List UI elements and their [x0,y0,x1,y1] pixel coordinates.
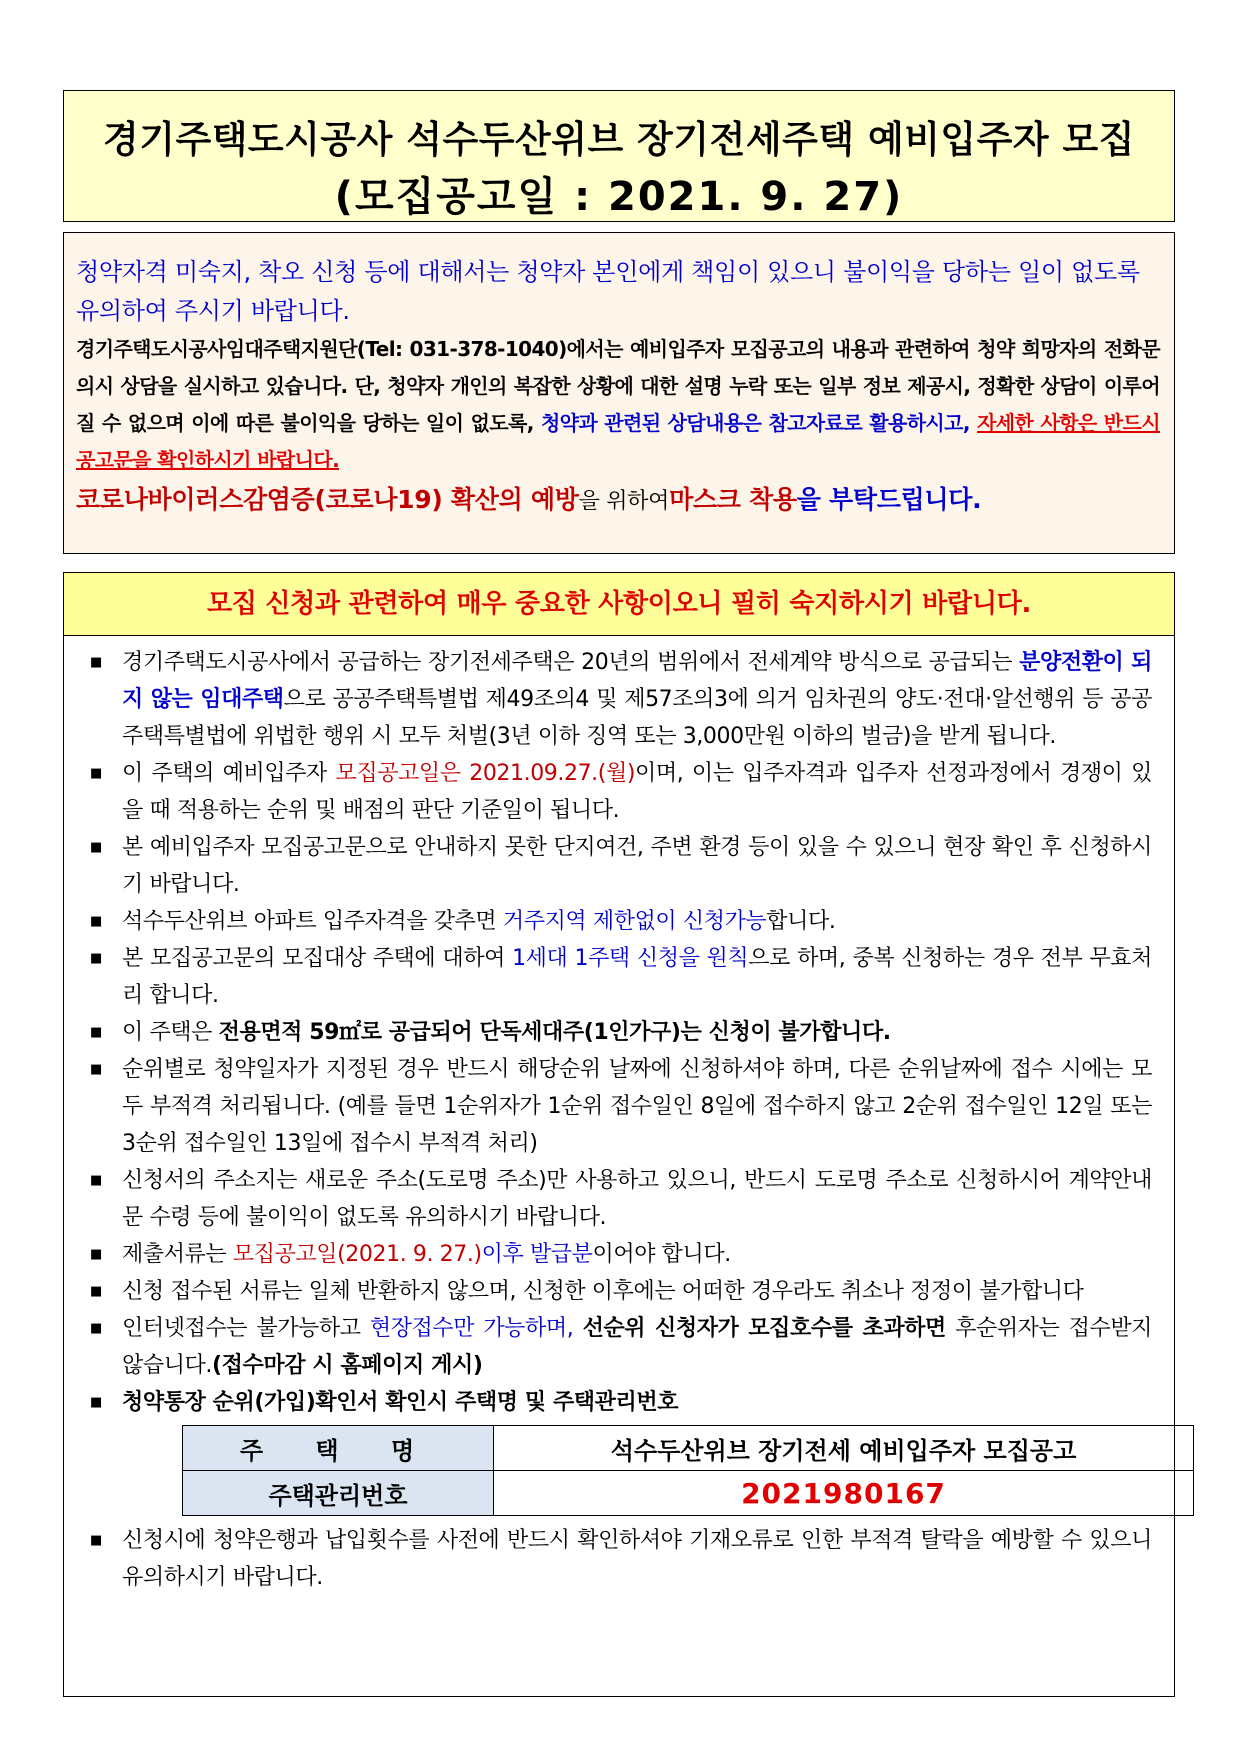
title-box [63,90,1175,222]
covid-text-a: 코로나바이러스감염증(코로나19) 확산의 예방 [76,485,579,514]
item-text: 순위별로 청약일자가 지정된 경우 반드시 해당순위 날짜에 신청하셔야 하며, 다른 순위날짜에 접수 시에는 모두 부적격 처리됩니다. (예를 들면 1순위자가 1순위 접수일인 8일에 접수하지 않고 2순위 접수일인 12일 또는 3순위 접수일인 13일에 접수시 부적격 처리) [122,1057,1152,1156]
item-text: 신청 접수된 서류는 일체 반환하지 않으며, 신청한 이후에는 어떠한 경우라도 취소나 정정이 불가합니다 [122,1279,1084,1304]
item-text: 청약통장 순위(가입)확인서 확인시 주택명 및 주택관리번호 [122,1390,679,1415]
list-item [86,903,1152,940]
bullet-icon: ■ [90,914,102,929]
item-highlight: 이후 발급분 [481,1242,593,1267]
main-header: 모집 신청과 관련하여 매우 중요한 사항이오니 필히 숙지하시기 바랍니다. [64,573,1174,636]
housing-name-value: 석수두산위브 장기전세 예비입주자 모집공고 [494,1426,1194,1471]
item-text: 이 주택의 예비입주자 [122,761,327,786]
list-item [86,829,1152,903]
item-highlight: 분양전환이 되지 않는 임대주택 [122,650,1153,712]
notice-box [63,232,1175,554]
item-text: 신청시에 청약은행과 납입횟수를 사전에 반드시 확인하셔야 기재오류로 인한 부적격 탈락을 예방할 수 있으니 유의하시기 바랍니다. [122,1528,1152,1590]
item-highlight: (접수마감 시 홈페이지 게시) [212,1353,483,1378]
notice-body-red: 자세한 사항은 반드시 공고문을 확인하시기 바랍니다. [76,411,1160,472]
main-box [63,572,1175,1697]
housing-info-table [182,1425,1194,1516]
list-item [86,1273,1152,1310]
bullet-icon: ■ [90,1395,102,1410]
notice-body-blue: 청약과 관련된 상담내용은 참고자료로 활용하시고, [540,411,970,435]
item-text: 이 주택은 [122,1020,213,1045]
item-highlight: 현장접수만 가능하며, [369,1316,574,1341]
table-row [183,1471,1194,1516]
announcement-date: (모집공고일 : 2021. 9. 27) [334,174,904,220]
housing-number-value: 2021980167 [494,1471,1194,1516]
list-item [86,940,1152,1014]
item-text: 본 모집공고문의 모집대상 주택에 대하여 [122,946,505,971]
list-item [86,1236,1152,1273]
covid-text-c: 마스크 착용 [669,485,797,514]
bullet-icon: ■ [90,951,102,966]
table-row [183,1426,1194,1471]
item-highlight: 거주지역 제한없이 신청가능 [502,909,767,934]
list-item [86,1162,1152,1236]
list-item [86,1310,1152,1384]
item-list [64,636,1174,1596]
item-text: 이어야 합니다. [592,1242,731,1267]
bullet-icon: ■ [90,766,102,781]
covid-text-b: 을 위하여 [578,489,670,514]
item-text: 석수두산위브 아파트 입주자격을 갖추면 [122,909,497,934]
item-text: 후순위자는 접수받지 않습니다. [122,1316,1153,1378]
housing-number-label: 주택관리번호 [183,1471,494,1516]
item-highlight: 선순위 신청자가 모집호수를 초과하면 [582,1316,946,1341]
notice-body [76,331,1160,479]
item-highlight: 모집공고일(2021. 9. 27.) [232,1242,482,1267]
list-item [86,1384,1152,1421]
bullet-icon: ■ [90,1533,102,1548]
item-highlight: 모집공고일은 2021.09.27.(월) [335,761,635,786]
item-text: 경기주택도시공사에서 공급하는 장기전세주택은 20년의 범위에서 전세계약 방식으로 공급되는 [122,650,1013,675]
notice-warning: 청약자격 미숙지, 착오 신청 등에 대해서는 청약자 본인에게 책임이 있으니 불이익을 당하는 일이 없도록 유의하여 주시기 바랍니다. [76,258,1140,325]
notice-body-text: 경기주택도시공사임대주택지원단(Tel: 031-378-1040)에서는 예비입주자 모집공고의 내용과 관련하여 청약 희망자의 전화문의시 상담을 실시하고 있습니다. 단, 청약자 개인의 복잡한 상황에 대한 설명 누락 또는 일부 정보 제공시, 정확한 상담이 이루어질 수 없으며 이에 따른 불이익을 당하는 일이 없도록, [76,337,1160,435]
item-highlight: 전용면적 59㎡로 공급되어 단독세대주(1인가구)는 신청이 불가합니다. [218,1020,891,1045]
bullet-icon: ■ [90,1284,102,1299]
list-item [86,755,1152,829]
bullet-icon: ■ [90,1321,102,1336]
bullet-icon: ■ [90,840,102,855]
item-text: 이며, 이는 입주자격과 입주자 선정과정에서 경쟁이 있을 때 적용하는 순위 및 배점의 판단 기준일이 됩니다. [122,761,1152,823]
list-item [86,1051,1152,1162]
covid-text-d: 을 부탁드립니다. [796,485,982,514]
item-text: 본 예비입주자 모집공고문으로 안내하지 못한 단지여건, 주변 환경 등이 있을 수 있으니 현장 확인 후 신청하시기 바랍니다. [122,835,1152,897]
item-highlight: 1세대 1주택 신청을 원칙 [512,946,749,971]
item-text: 제출서류는 [122,1242,227,1267]
item-text: 으로 공공주택특별법 제49조의4 및 제57조의3에 의거 임차권의 양도·전대·알선행위 등 공공주택특별법에 위법한 행위 시 모두 처벌(3년 이하 징역 또는 3,000만원 이하의 벌금)을 받게 됩니다. [122,687,1153,749]
bullet-icon: ■ [90,1062,102,1077]
list-item [86,644,1152,755]
item-text: 인터넷접수는 불가능하고 [122,1316,361,1341]
list-item [86,1014,1152,1051]
list-item [86,1522,1152,1596]
bullet-icon: ■ [90,1025,102,1040]
covid-notice [76,479,1160,523]
item-text: 신청서의 주소지는 새로운 주소(도로명 주소)만 사용하고 있으니, 반드시 도로명 주소로 신청하시어 계약안내문 수령 등에 불이익이 없도록 유의하시기 바랍니다. [122,1168,1152,1230]
housing-name-label: 주 택 명 [183,1426,494,1471]
page-title: 경기주택도시공사 석수두산위브 장기전세주택 예비입주자 모집 [102,118,1136,161]
bullet-icon: ■ [90,1247,102,1262]
bullet-icon: ■ [90,1173,102,1188]
item-text: 합니다. [766,909,836,934]
bullet-icon: ■ [90,655,102,670]
item-text: 으로 하며, 중복 신청하는 경우 전부 무효처리 합니다. [122,946,1153,1008]
